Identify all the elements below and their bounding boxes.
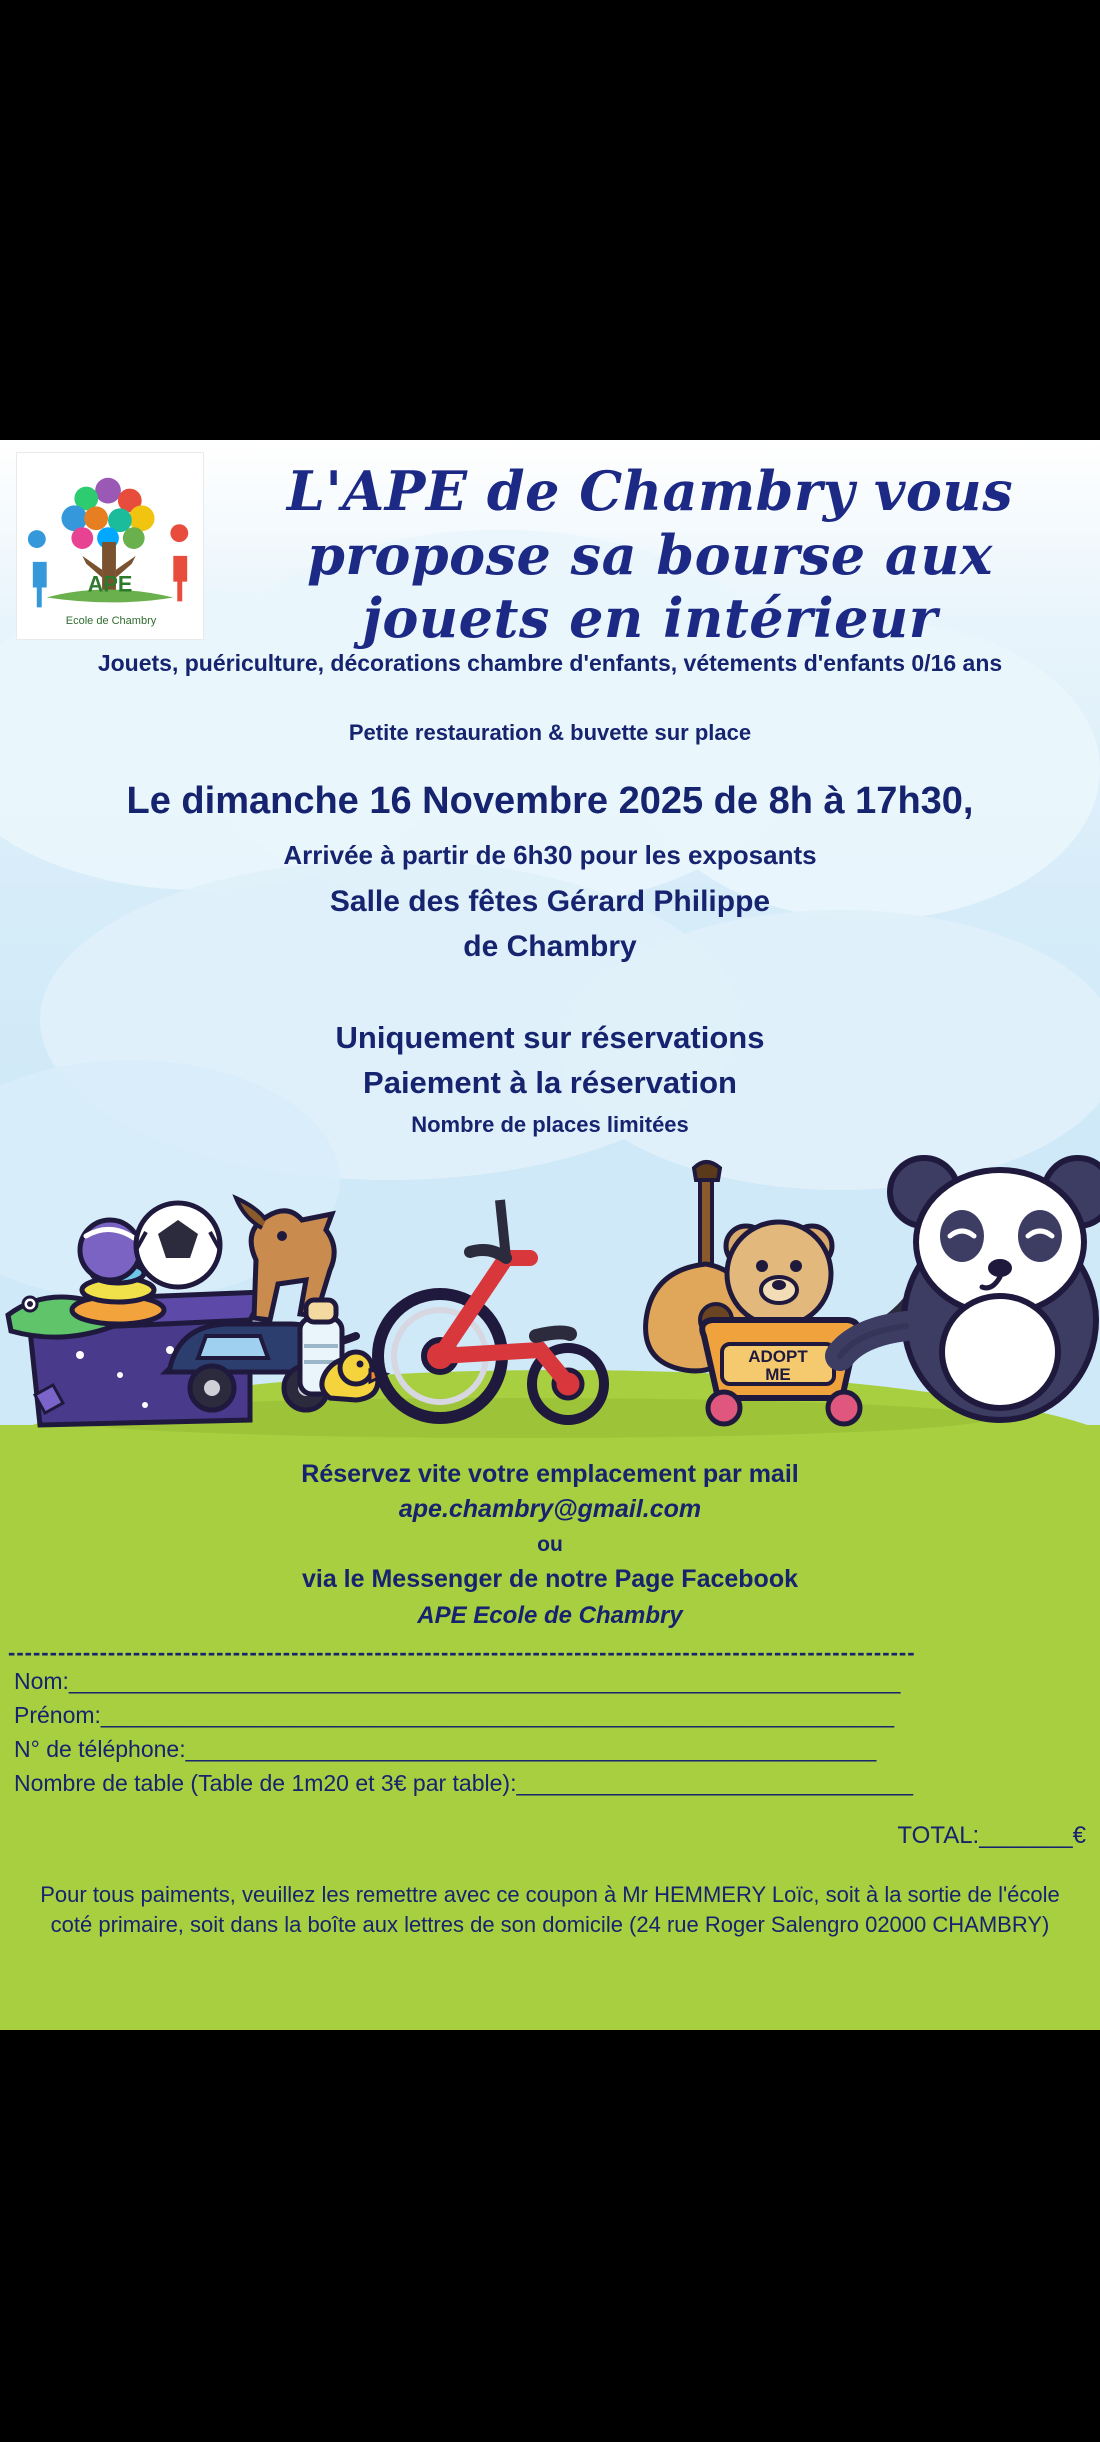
contact-email[interactable]: ape.chambry@gmail.com bbox=[398, 1495, 702, 1523]
coupon-field-prenom[interactable]: Prénom:______________________________________________________________ bbox=[14, 1702, 894, 1728]
wagon-label-line-2: ME bbox=[765, 1365, 791, 1384]
toys-illustration bbox=[0, 1140, 1100, 1440]
catering-text: Petite restauration & buvette sur place bbox=[348, 720, 752, 745]
flyer bbox=[0, 440, 1100, 2030]
page-title: L'APE de Chambry vous propose sa bourse aux jouets en intérieur bbox=[286, 459, 1014, 651]
contact-intro: Réservez vite votre emplacement par mail bbox=[301, 1460, 799, 1488]
wagon-label-line-1: ADOPT bbox=[748, 1347, 808, 1366]
venue-line-1: Salle des fêtes Gérard Philippe bbox=[329, 885, 771, 918]
reservation-line-1: Uniquement sur réservations bbox=[335, 1020, 765, 1055]
categories-text: Jouets, puériculture, décorations chambre d'enfants, vétements d'enfants 0/16 ans bbox=[97, 650, 1003, 676]
football-toy bbox=[136, 1203, 220, 1287]
facebook-page-name: APE Ecole de Chambry bbox=[417, 1602, 683, 1629]
tricycle-toy bbox=[378, 1200, 604, 1420]
illustration-svg bbox=[0, 1140, 1100, 1440]
payment-footer: Pour tous paiments, veuillez les remettre avec ce coupon à Mr HEMMERY Loïc, soit à la sortie de l'école coté primaire, soit dans la boîte aux lettres de son domicile (24 rue Roger Salengro 02000 CHAMBRY) bbox=[40, 1882, 1060, 1937]
cut-line: ------------------------------------------------------------------------------------------------------------- bbox=[8, 1640, 916, 1665]
ape-logo bbox=[16, 452, 204, 640]
ball-toy bbox=[80, 1220, 140, 1280]
logo-caption: Ecole de Chambry bbox=[65, 615, 157, 627]
svg-text:APE: APE bbox=[87, 571, 133, 597]
logo-tree-icon bbox=[17, 453, 203, 639]
coupon-field-nom[interactable]: Nom:_________________________________________________________________ bbox=[14, 1668, 901, 1694]
panda-character bbox=[840, 1158, 1100, 1420]
event-date: Le dimanche 16 Novembre 2025 de 8h à 17h30, bbox=[126, 780, 974, 822]
contact-messenger: via le Messenger de notre Page Facebook bbox=[301, 1565, 799, 1593]
arrival-text: Arrivée à partir de 6h30 pour les exposants bbox=[283, 840, 817, 870]
coupon-field-telephone[interactable]: N° de téléphone:______________________________________________________ bbox=[14, 1736, 877, 1762]
venue-line-2: de Chambry bbox=[463, 930, 637, 963]
contact-or: ou bbox=[537, 1533, 563, 1556]
reservation-line-2: Paiement à la réservation bbox=[363, 1065, 737, 1100]
coupon-field-tables[interactable]: Nombre de table (Table de 1m20 et 3€ par table):_______________________________ bbox=[14, 1770, 913, 1796]
reservation-line-3: Nombre de places limitées bbox=[411, 1112, 689, 1137]
coupon-field-total[interactable]: TOTAL:_______€ bbox=[897, 1822, 1086, 1849]
